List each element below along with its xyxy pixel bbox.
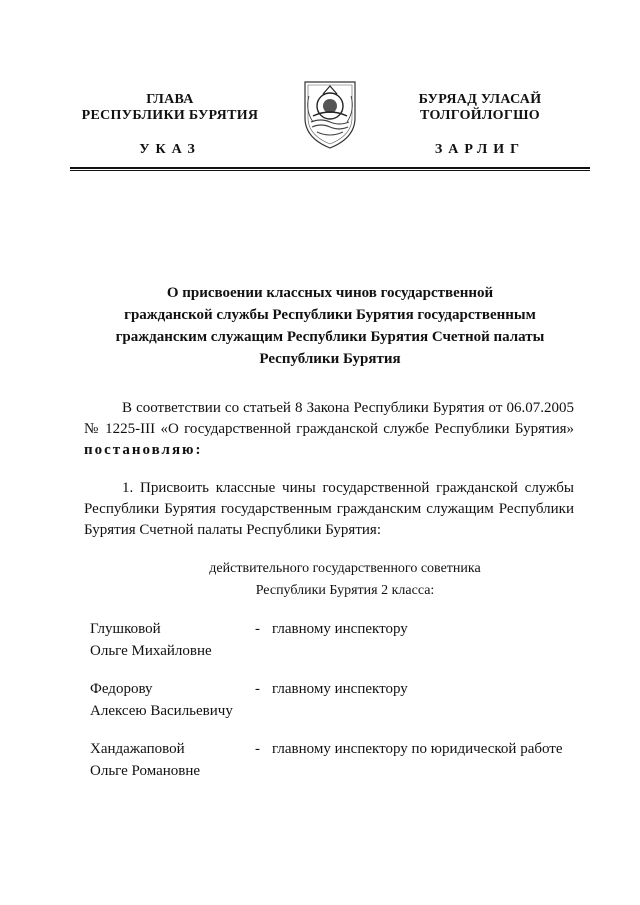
zarlig-label: ЗАРЛИГ xyxy=(434,142,526,157)
header-divider xyxy=(70,167,590,171)
person-given-name: Алексею Васильевичу xyxy=(90,703,233,719)
person-given-name: Ольге Михайловне xyxy=(90,643,212,659)
person-name xyxy=(90,738,250,782)
decree-title xyxy=(90,282,570,370)
rank-line1: действительного государственного советника xyxy=(209,561,481,576)
person-position: главному инспектору по юридической работе xyxy=(272,741,563,757)
rank-heading xyxy=(150,558,540,602)
person-dash: - xyxy=(255,681,260,697)
preamble-text: В соответствии со статьей 8 Закона Республики Бурятия от 06.07.2005 № 1225-III «О государственной гражданской службе Республики Бурятия» xyxy=(84,400,574,437)
person-name xyxy=(90,678,250,722)
title-line4: Республики Бурятия xyxy=(259,351,401,367)
person-dash: - xyxy=(255,621,260,637)
title-line1: О присвоении классных чинов государственной xyxy=(166,285,494,301)
header-left-line2: РЕСПУБЛИКИ БУРЯТИЯ xyxy=(81,108,259,123)
coat-of-arms-icon xyxy=(299,72,361,152)
rank-line2: Республики Бурятия 2 класса: xyxy=(255,583,435,598)
title-line3: гражданским служащим Республики Бурятия Счетной палаты xyxy=(115,329,545,345)
item-1-paragraph: 1. Присвоить классные чины государственной гражданской службы Республики Бурятия государственным гражданским служащим Республики Бурятия Счетной палаты Республики Бурятия: xyxy=(84,480,574,538)
person-given-name: Ольге Романовне xyxy=(90,763,201,779)
person-surname: Федорову xyxy=(90,681,153,697)
title-line2: гражданской службы Республики Бурятия государственным xyxy=(124,307,536,323)
header-left-line1: ГЛАВА xyxy=(146,92,194,107)
header-left xyxy=(60,92,280,124)
person-surname: Хандажаповой xyxy=(90,741,185,757)
preamble-paragraph xyxy=(84,398,574,461)
ukaz-label: УКАЗ xyxy=(139,142,201,157)
person-position: главному инспектору xyxy=(272,621,408,637)
header-right-line2: ТОЛГОЙЛОГШО xyxy=(420,108,540,123)
decree-word: постановляю: xyxy=(84,442,203,458)
person-name xyxy=(90,618,250,662)
header-right xyxy=(380,92,580,124)
person-position: главному инспектору xyxy=(272,681,408,697)
header-right-line1: БУРЯАД УЛАСАЙ xyxy=(418,92,542,107)
person-surname: Глушковой xyxy=(90,621,161,637)
person-dash: - xyxy=(255,741,260,757)
